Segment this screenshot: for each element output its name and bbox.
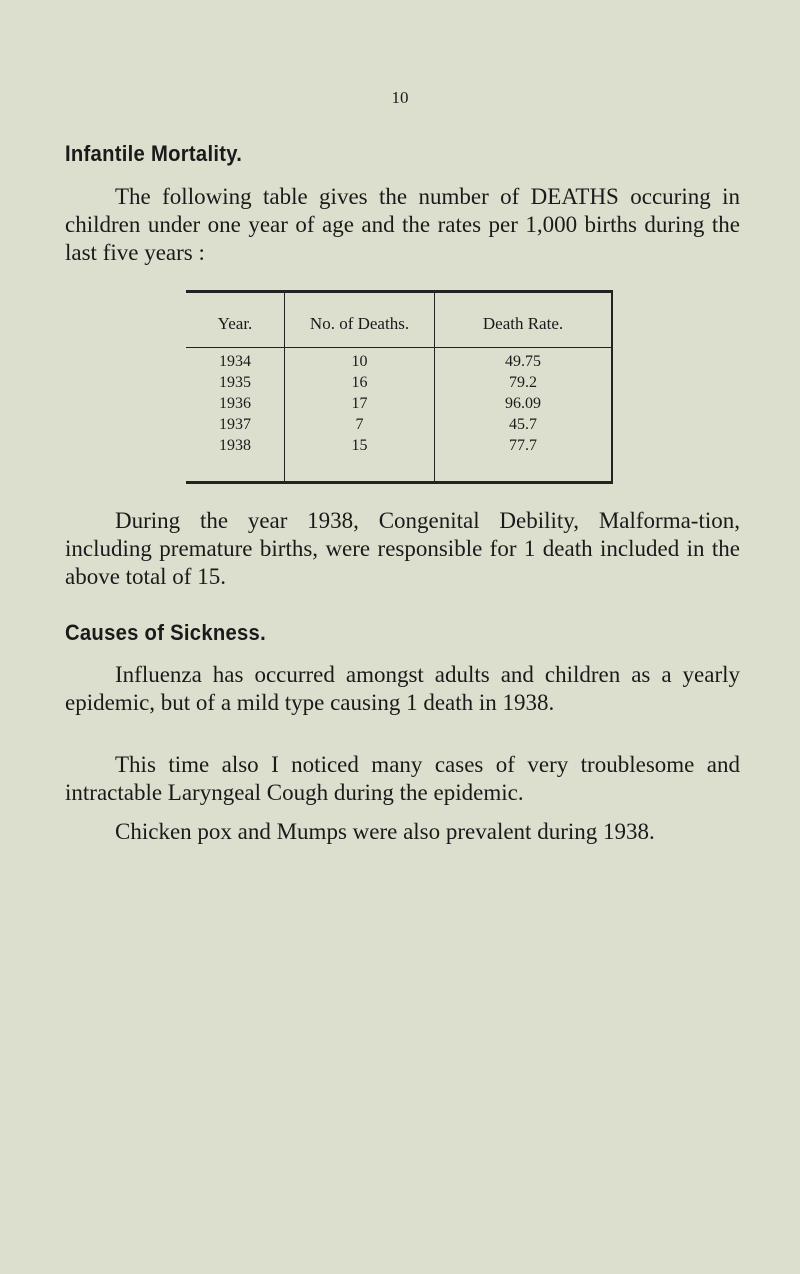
cell-year: 1934: [219, 353, 251, 370]
cell-death-rate: 77.7: [509, 437, 537, 454]
cell-death-rate: 49.75: [505, 353, 541, 370]
header-death-rate: Death Rate.: [482, 314, 564, 333]
cell-deaths: 15: [351, 437, 368, 454]
header-deaths: No. of Deaths.: [309, 314, 410, 333]
page-number: 10: [391, 88, 409, 107]
chicken-pox-paragraph: Chicken pox and Mumps were also prevalent during 1938.: [115, 819, 655, 844]
cell-year: 1936: [219, 395, 251, 412]
header-year: Year.: [217, 314, 253, 333]
header-rule: [186, 347, 611, 348]
cell-year: 1937: [219, 416, 251, 433]
cell-deaths: 16: [351, 374, 368, 391]
cell-year: 1935: [219, 374, 251, 391]
cell-death-rate: 79.2: [509, 374, 537, 391]
intro-paragraph: The following table gives the number of DEATHS occuring in children under one year of age and the rates per 1,000 births during the last five years :: [65, 184, 740, 265]
section-heading-infantile-mortality: Infantile Mortality.: [65, 141, 243, 166]
section-heading-causes-of-sickness: Causes of Sickness.: [65, 620, 267, 645]
cell-deaths: 10: [351, 353, 368, 370]
influenza-paragraph: Influenza has occurred amongst adults and children as a yearly epidemic, but of a mild type causing 1 death in 1938.: [65, 662, 740, 715]
laryngeal-cough-paragraph: This time also I noticed many cases of very troublesome and intractable Laryngeal Cough during the epidemic.: [65, 752, 740, 805]
cell-year: 1938: [219, 437, 251, 454]
mortality-table: [186, 290, 613, 484]
note-paragraph: During the year 1938, Congenital Debility, Malforma-tion, including premature births, were responsible for 1 death included in the above total of 15.: [65, 508, 740, 589]
cell-deaths: 17: [351, 395, 368, 412]
cell-deaths: 7: [355, 416, 364, 433]
cell-death-rate: 45.7: [509, 416, 537, 433]
cell-death-rate: 96.09: [505, 395, 541, 412]
